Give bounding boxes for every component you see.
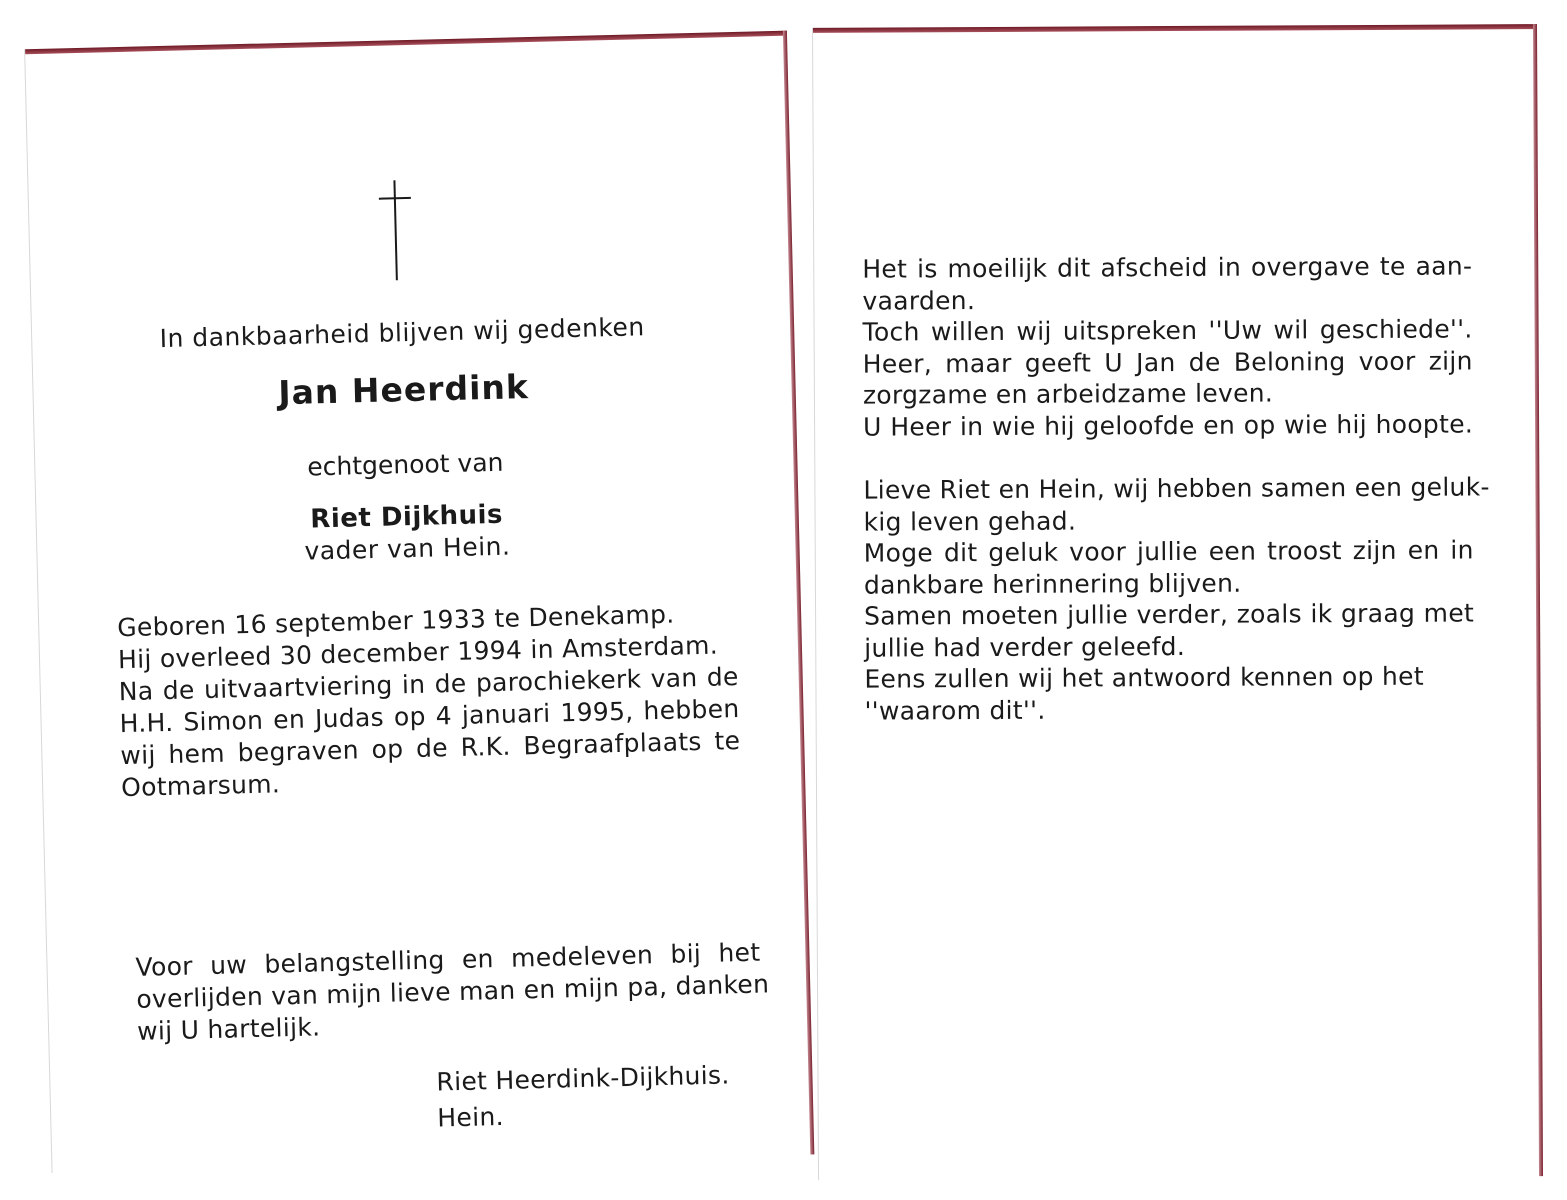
thanks-line: overlijden van mijn lieve man en mijn pa, danken [136,969,770,1014]
poem-line: dankbare herinnering blijven. [863,568,1242,600]
bio-line: Geboren 16 september 1933 te Denekamp. [116,599,675,643]
father-of-text: vader van Hein. [304,531,511,566]
poem-line: U Heer in wie hij geloofde en op wie hij hoopte. [863,408,1474,442]
bio-line: Ootmarsum. [120,769,281,803]
thanks-line: Voor uw belangstelling en medeleven bij het [135,937,761,982]
spouse-name: Riet Dijkhuis [309,499,504,535]
poem-line: ''waarom dit''. [864,695,1046,726]
poem-stanza-break [863,439,1473,474]
thanks-note [135,937,770,1048]
thanks-line: wij U hartelijk. [136,1012,321,1046]
poem-line: jullie had verder geleefd. [864,631,1186,663]
bio-line: wij hem begraven op de R.K. Begraafplaats te [120,726,741,771]
bio-line: Na de uitvaartviering in de parochiekerk van de [118,662,740,707]
spouse-label: echtgenoot van [306,447,504,482]
signature [436,1057,731,1136]
poem-line: vaarden. [862,285,976,316]
signature-line: Hein. [436,1101,505,1133]
bio-line: H.H. Simon en Judas op 4 januari 1995, hebben [119,694,740,739]
biography [117,597,742,804]
poem-line: Samen moeten jullie verder, zoals ik graag met [864,598,1475,631]
bio-line: Hij overleed 30 december 1994 in Amsterdam. [117,630,719,675]
poem-line: Eens zullen wij het antwoord kennen op het [864,661,1424,694]
poem-line: Het is moeilijk dit afscheid in overgave te aan- [862,251,1473,284]
poem-line: Toch willen wij uitspreken ''Uw wil geschiede''. [862,314,1473,347]
poem-text [862,250,1490,726]
poem-line: zorgzame en arbeidzame leven. [862,378,1274,410]
poem-line: Moge dit geluk voor jullie een troost zijn en in [863,535,1474,568]
signature-line: Riet Heerdink-Dijkhuis. [436,1060,730,1097]
memorial-card-left [24,31,814,1173]
cross-icon [378,180,412,281]
deceased-name: Jan Heerdink [277,367,530,413]
poem-line: kig leven gehad. [863,506,1077,537]
poem-line: Heer, maar geeft U Jan de Beloning voor zijn [862,345,1473,379]
intro-text: In dankbaarheid blijven wij gedenken [159,312,645,354]
memorial-card-right [812,24,1543,1180]
poem-line: Lieve Riet en Hein, wij hebben samen een geluk- [863,472,1490,505]
